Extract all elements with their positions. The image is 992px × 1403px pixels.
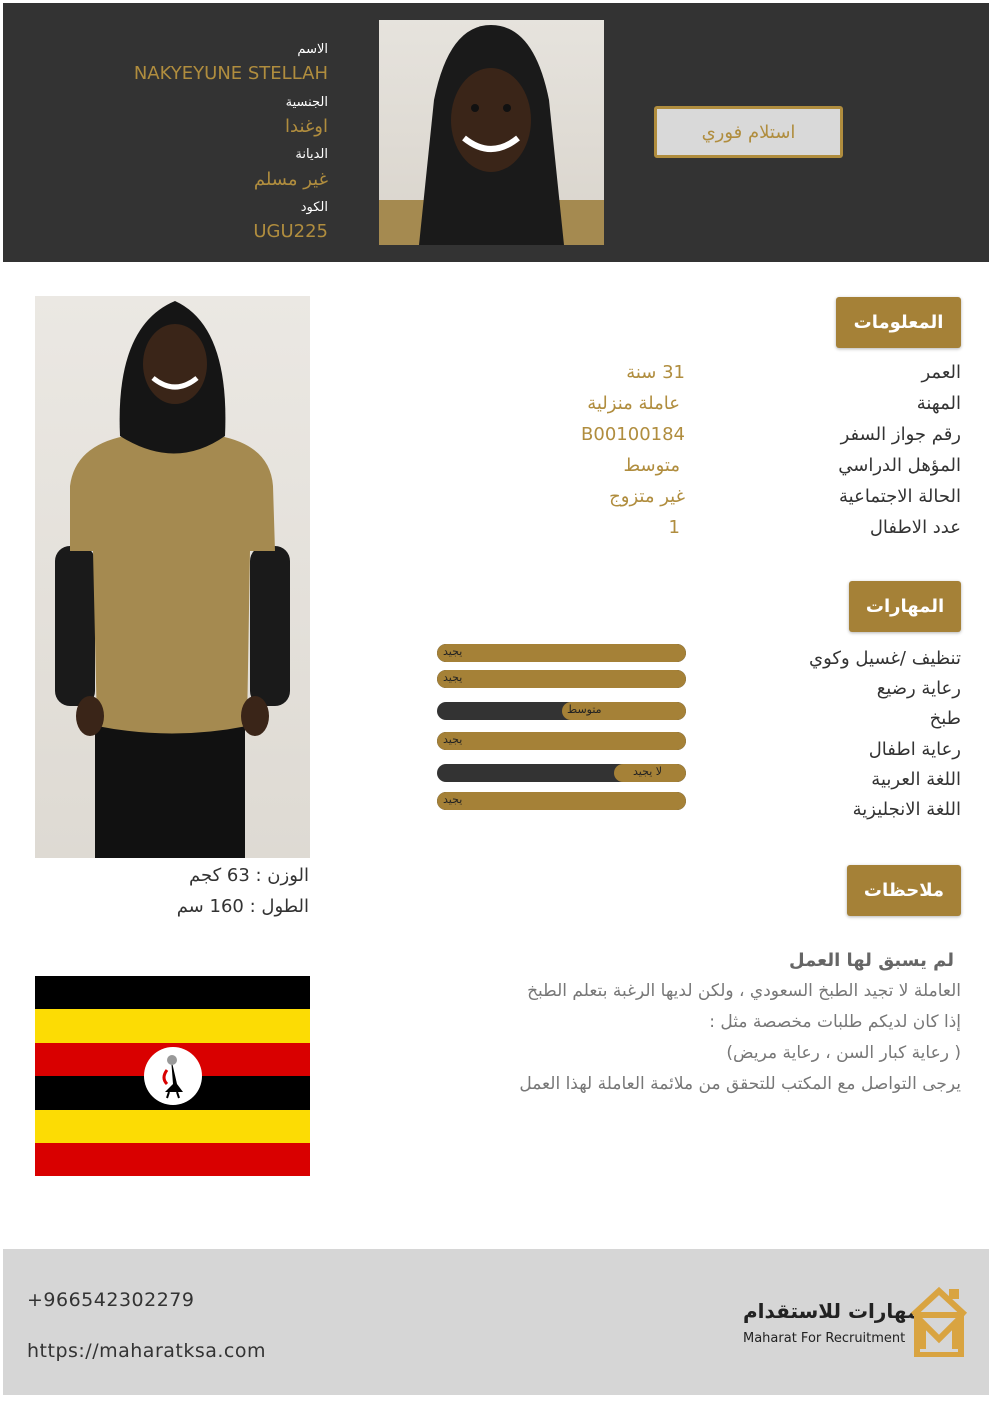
portrait-photo (379, 20, 604, 245)
skill-label-arabic: اللغة العربية (871, 769, 961, 790)
education-label: المؤهل الدراسي (838, 455, 961, 476)
religion-value: غير مسلم (253, 169, 328, 190)
code-value: UGU225 (253, 221, 328, 242)
phone-number[interactable]: +966542302279 (27, 1289, 195, 1311)
skill-bar-fill (437, 670, 686, 688)
skill-label-english: اللغة الانجليزية (852, 799, 961, 820)
logo-arabic-text: مهارات للاستقدام (743, 1299, 920, 1323)
religion-label: الديانة (295, 147, 328, 162)
marital-status-value: غير متزوج (609, 486, 685, 507)
profession-label: المهنة (916, 393, 961, 414)
children-count-value: 1 (668, 517, 680, 538)
house-logo-icon (909, 1285, 969, 1357)
profile-header (3, 3, 989, 262)
skill-level-text: يجيد (443, 733, 463, 746)
code-label: الكود (300, 200, 328, 215)
note-line: إذا كان لديكم طلبات مخصصة مثل : (709, 1012, 961, 1032)
skill-level-text: يجيد (443, 645, 463, 658)
age-value: 31 سنة (626, 362, 685, 383)
notes-section-title: ملاحظات (847, 865, 961, 916)
height-text: الطول : 160 سم (176, 896, 309, 917)
company-logo (743, 1285, 971, 1361)
skill-bar (437, 644, 686, 662)
passport-label: رقم جواز السفر (840, 424, 961, 445)
instant-delivery-button[interactable]: استلام فوري (654, 106, 843, 158)
info-section-title: المعلومات (836, 297, 961, 348)
note-line: ( رعاية كبار السن ، رعاية مريض) (726, 1043, 961, 1063)
skills-section-title: المهارات (849, 581, 961, 632)
skill-bar-fill (437, 792, 686, 810)
nationality-label: الجنسية (285, 95, 328, 110)
skill-level-text: متوسط (567, 703, 602, 716)
skill-label-cooking: طبخ (929, 708, 961, 729)
marital-status-label: الحالة الاجتماعية (839, 486, 961, 507)
skill-label-childcare: رعاية اطفال (868, 739, 961, 760)
passport-value: B00100184 (581, 424, 685, 445)
skill-level-text: لا يجيد (633, 765, 663, 778)
skill-label-babycare: رعاية رضيع (876, 678, 961, 699)
skill-bar (437, 792, 686, 810)
age-label: العمر (921, 362, 961, 383)
website-link[interactable]: https://maharatksa.com (27, 1340, 267, 1362)
skill-bar-fill (437, 644, 686, 662)
note-line: العاملة لا تجيد الطبخ السعودي ، ولكن لديها الرغبة بتعلم الطبخ (527, 981, 961, 1001)
profession-value: عاملة منزلية (587, 393, 680, 414)
skill-bar (437, 732, 686, 750)
skill-bar (437, 764, 686, 782)
note-line: يرجى التواصل مع المكتب للتحقق من ملائمة العاملة لهذا العمل (519, 1074, 961, 1094)
logo-english-text: Maharat For Recruitment (743, 1331, 906, 1346)
full-body-photo (35, 296, 310, 858)
skill-level-text: يجيد (443, 671, 463, 684)
children-count-label: عدد الاطفال (869, 517, 961, 538)
uganda-flag-icon (35, 976, 310, 1176)
weight-text: الوزن : 63 كجم (189, 865, 309, 886)
nationality-value: اوغندا (285, 116, 328, 137)
education-value: متوسط (623, 455, 680, 476)
skill-bar (437, 702, 686, 720)
notes-heading: لم يسبق لها العمل (789, 950, 954, 971)
worker-name: NAKYEYUNE STELLAH (133, 63, 328, 84)
page-footer (3, 1249, 989, 1395)
skill-level-text: يجيد (443, 793, 463, 806)
skill-bar (437, 670, 686, 688)
skill-label-cleaning: تنظيف /غسيل وكوي (809, 648, 961, 669)
name-label: الاسم (297, 42, 328, 57)
skill-bar-fill (437, 732, 686, 750)
